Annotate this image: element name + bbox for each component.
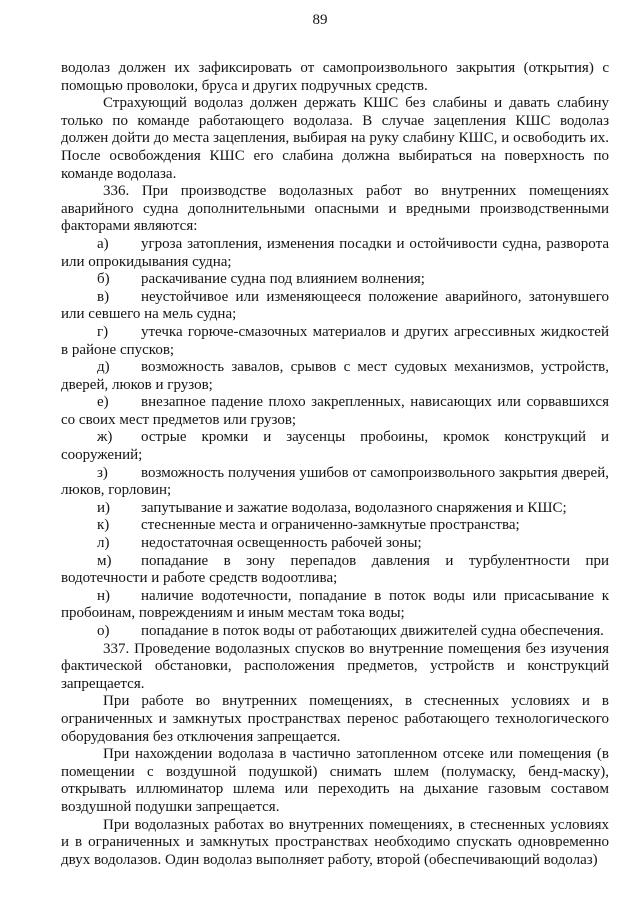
list-item-text: недостаточная освещенность рабочей зоны;: [141, 535, 422, 552]
list-item-text: запутывание и зажатие водолаза, водолазного снаряжения и КШС;: [141, 499, 567, 516]
list-item-text: возможность получения ушибов от самопроизвольного закрытия дверей, люков, горловин;: [61, 464, 609, 499]
list-item: [61, 465, 609, 500]
list-item-text: острые кромки и заусенцы пробоины, кромок конструкций и сооружений;: [61, 429, 609, 464]
list-item-letter: г): [97, 323, 109, 340]
list-item: [61, 429, 609, 464]
paragraph-air-cushion: При нахождении водолаза в частично затопленном отсеке или помещения (в помещении с воздушной подушкой) снимать шлем (полумаску, бенд-маску), открывать иллюминатор шлема или переходить на дыхание газовым составом воздушной подушки запрещается.: [61, 746, 609, 815]
list-item: [61, 289, 609, 324]
list-item-letter: д): [97, 359, 110, 376]
list-item-letter: о): [97, 623, 110, 639]
list-item-letter: и): [97, 499, 111, 516]
list-item-letter: е): [97, 394, 109, 411]
list-item: [61, 359, 609, 394]
paragraph-safety-diver: Страхующий водолаз должен держать КШС без слабины и давать слабину только по команде работающего водолаза. В случае зацепления КШС водолаз должен дойти до места зацепления, выбирая на руку слабину КШС, и освободить их. После освобождения КШС его слабина должна выбираться на поверхность по команде водолаза.: [61, 95, 609, 182]
list-item: [61, 500, 609, 518]
paragraph-continuation: водолаз должен их зафиксировать от самопроизвольного закрытия (открытия) с помощью проволоки, бруса и других подручных средств.: [61, 60, 609, 94]
document-body: [61, 60, 609, 869]
list-item: [61, 324, 609, 359]
list-item-letter: ж): [97, 429, 113, 446]
list-item-text: угроза затопления, изменения посадки и остойчивости судна, разворота или опрокидывания судна;: [61, 235, 609, 270]
paragraph-337: 337. Проведение водолазных спусков во внутренние помещения без изучения фактической обстановки, расположения предметов, устройств и конструкций запрещается.: [61, 640, 609, 692]
list-item-letter: в): [97, 288, 110, 305]
list-item-text: раскачивание судна под влиянием волнения;: [141, 271, 425, 288]
list-item: [61, 535, 609, 553]
list-item-letter: з): [97, 464, 108, 481]
paragraph-336: 336. При производстве водолазных работ во внутренних помещениях аварийного судна дополнительными опасными и вредными производственными факторами являются:: [61, 183, 609, 235]
list-item-text: попадание в зону перепадов давления и турбулентности при водотечности и работе средств водоотлива;: [61, 552, 609, 587]
list-item-letter: л): [97, 535, 110, 552]
page-number: 89: [312, 12, 328, 28]
list-item: [61, 553, 609, 588]
list-item-text: попадание в поток воды от работающих движителей судна обеспечения.: [141, 623, 604, 639]
list-item-text: наличие водотечности, попадание в поток воды или присасывание к пробоинам, повреждениям и иным местам тока воды;: [61, 587, 609, 622]
list-item-text: возможность завалов, срывов с мест судовых механизмов, устройств, дверей, люков и грузов;: [61, 359, 609, 393]
list-item: [61, 394, 609, 429]
list-item: [61, 588, 609, 623]
list-item: [61, 271, 609, 289]
list-item-letter: н): [97, 587, 111, 604]
list-item-text: внезапное падение плохо закрепленных, нависающих или сорвавшихся со своих мест предметов или грузов;: [61, 394, 609, 428]
list-item-text: утечка горюче-смазочных материалов и других агрессивных жидкостей в районе спусков;: [61, 323, 609, 358]
list-item-letter: м): [97, 552, 112, 569]
list-item: [61, 517, 609, 535]
list-item-letter: а): [97, 235, 109, 252]
paragraph-equipment-transfer: При работе во внутренних помещениях, в стесненных условиях и в ограниченных и замкнутых пространствах перенос работающего технологического оборудования без отключения запрещается.: [61, 693, 609, 745]
list-item: [61, 236, 609, 271]
paragraph-two-divers: При водолазных работах во внутренних помещениях, в стесненных условиях и в ограниченных и замкнутых пространствах необходимо спускать одновременно двух водолазов. Один водолаз выполняет работу, второй (обеспечивающий водолаз): [61, 816, 609, 868]
list-item-letter: к): [97, 517, 110, 534]
list-item-text: стесненные места и ограниченно-замкнутые пространства;: [141, 517, 520, 534]
list-item-text: неустойчивое или изменяющееся положение аварийного, затонувшего или севшего на мель судна;: [61, 288, 609, 323]
list-item: [61, 623, 609, 641]
list-item-letter: б): [97, 271, 110, 288]
